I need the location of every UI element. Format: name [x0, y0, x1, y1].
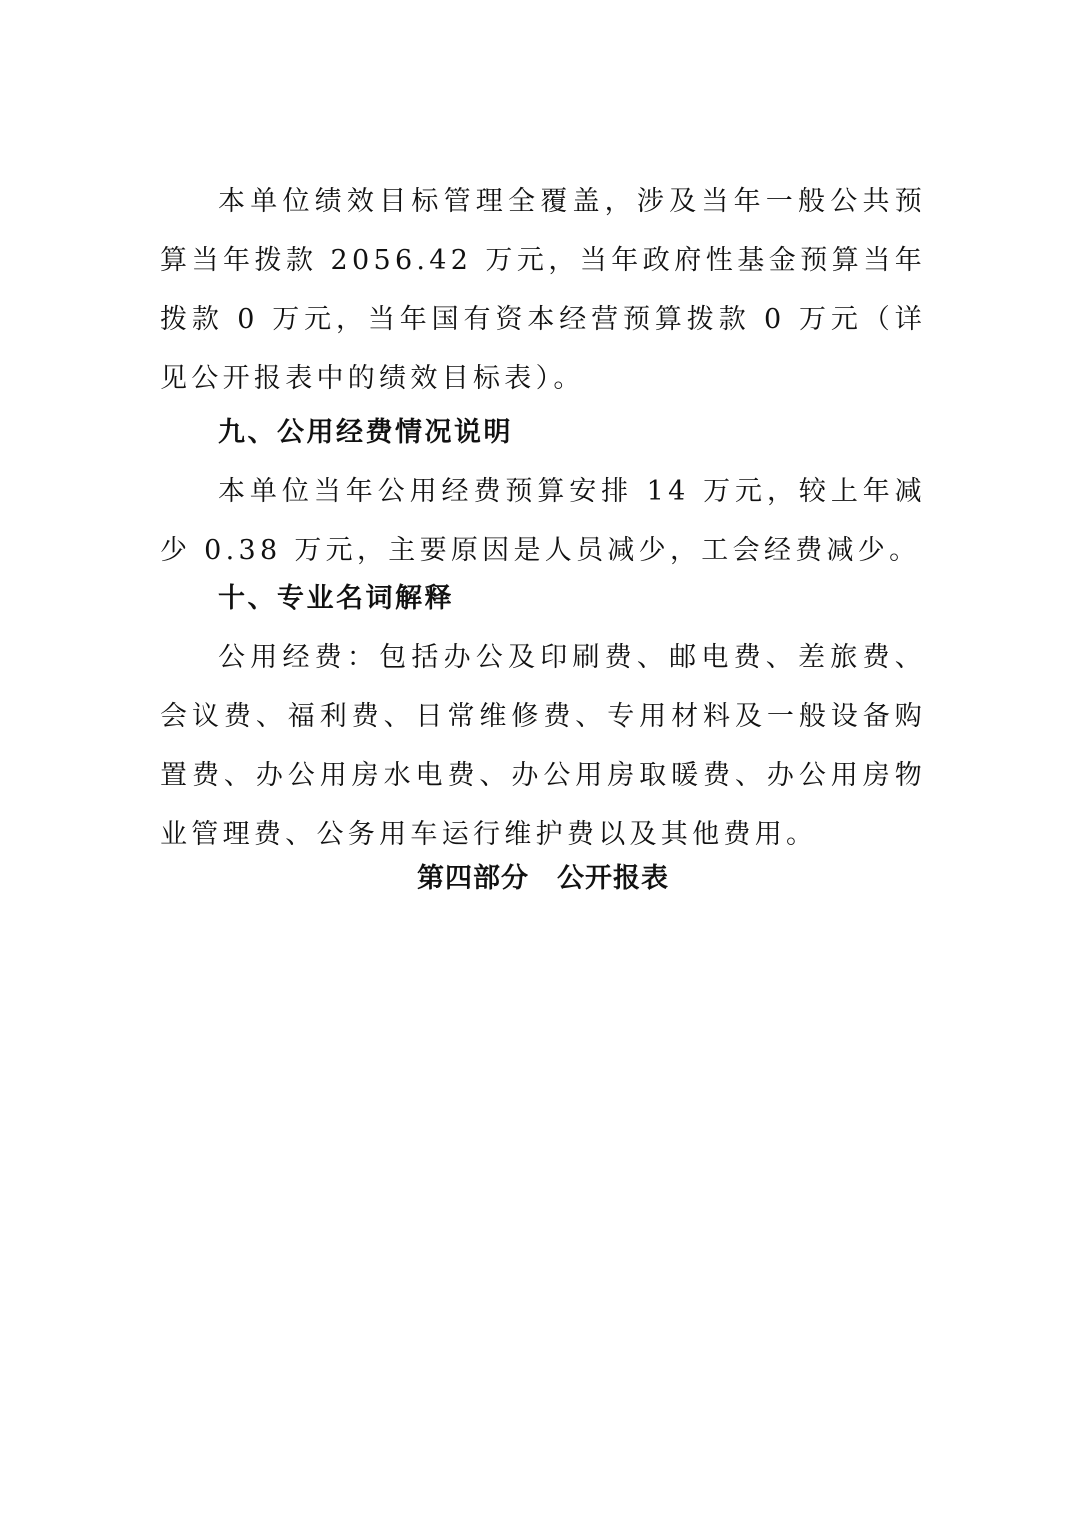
section-9-heading: 九、公用经费情况说明	[218, 417, 513, 448]
part-title: 第四部分 公开报表	[417, 863, 669, 894]
section-10-paragraph: 公用经费：包括办公及印刷费、邮电费、差旅费、会议费、福利费、日常维修费、专用材料及一般设备购置费、办公用房水电费、办公用房取暖费、办公用房物业管理费、公务用车运行维护费以及其他费用。	[160, 642, 926, 850]
section-10-heading: 十、专业名词解释	[218, 583, 454, 614]
document-page	[160, 0, 926, 1520]
performance-paragraph: 本单位绩效目标管理全覆盖，涉及当年一般公共预算当年拨款 2056.42 万元，当年政府性基金预算当年拨款 0 万元，当年国有资本经营预算拨款 0 万元（详见公开报表中的绩效目标表）。	[160, 186, 926, 394]
section-9-paragraph: 本单位当年公用经费预算安排 14 万元，较上年减少 0.38 万元，主要原因是人员减少，工会经费减少。	[160, 476, 926, 566]
